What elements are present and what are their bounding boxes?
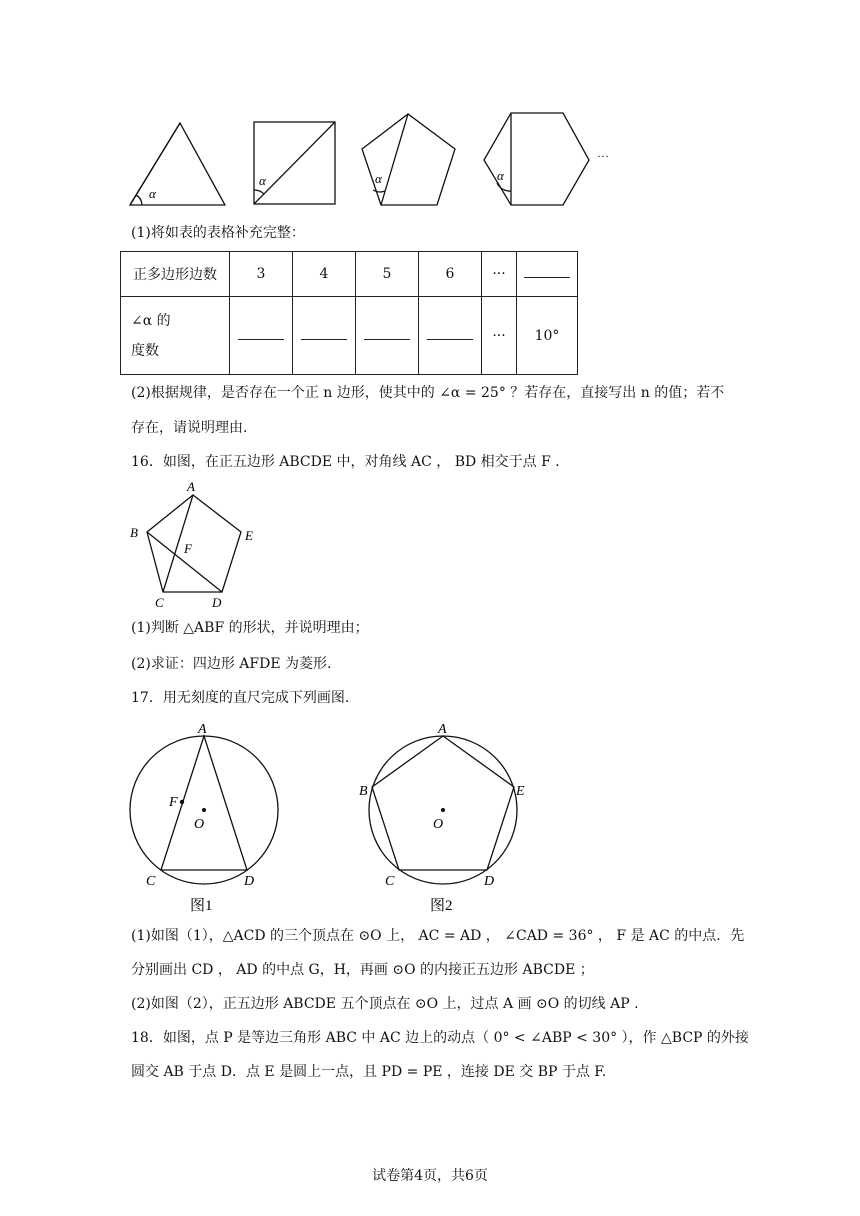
q15-part2-line1: (2)根据规律，是否存在一个正 n 边形，使其中的 ∠α = 25° ？若存在，直接写出 n 的值；若不 <box>131 385 725 401</box>
fig1-label-C: C <box>146 874 156 889</box>
alpha-label-pentagon: α <box>375 171 382 186</box>
table-angle-blank-6[interactable] <box>419 297 482 375</box>
label-F: F <box>184 541 192 556</box>
q17-part1-line2: 分别画出 CD ， AD 的中点 G，H，再画 ⊙O 的内接正五边形 ABCDE ； <box>131 962 594 978</box>
table-angle-ellipsis: ··· <box>482 297 517 375</box>
label-C: C <box>155 595 164 610</box>
table-sides-blank[interactable] <box>517 252 578 297</box>
fig1-label-O: O <box>194 817 205 832</box>
alpha-label-triangle: α <box>149 186 156 201</box>
fig1-label-D: D <box>244 874 255 889</box>
table-sides-ellipsis: ··· <box>482 252 517 297</box>
circle-figures <box>120 718 540 915</box>
label-A: A <box>187 479 195 494</box>
fig2-label-O: O <box>433 817 444 832</box>
label-D: D <box>212 595 222 610</box>
table-sides-6: 6 <box>419 252 482 297</box>
table-angle-blank-5[interactable] <box>356 297 419 375</box>
page-footer: 试卷第4页，共6页 <box>372 1168 488 1184</box>
regular-polygon-figures <box>120 105 640 215</box>
table-sides-4: 4 <box>293 252 356 297</box>
fig1-label-F: F <box>169 795 178 810</box>
table-angle-blank-3[interactable] <box>230 297 293 375</box>
q16-stem: 16．如图，在正五边形 ABCDE 中，对角线 AC ， BD 相交于点 F ． <box>131 454 570 470</box>
table-angle-blank-4[interactable] <box>293 297 356 375</box>
q17-part1-line1: (1)如图（1），△ACD 的三个顶点在 ⊙O 上， AC = AD ， ∠CAD = 36° ， F 是 AC 的中点．先 <box>131 928 745 944</box>
pentagon-abcde-figure <box>120 475 270 610</box>
table-header-angle-line2: 度数 <box>131 342 159 359</box>
fig2-label-D: D <box>484 874 495 889</box>
label-E: E <box>245 528 253 543</box>
fig2-label-B: B <box>359 784 368 799</box>
table-header-sides: 正多边形边数 <box>121 252 230 297</box>
alpha-label-hexagon: α <box>497 168 504 183</box>
label-B: B <box>130 525 138 540</box>
table-angle-10: 10° <box>517 297 578 375</box>
fig2-label-E: E <box>516 784 525 799</box>
q18-line2: 圆交 AB 于点 D．点 E 是圆上一点，且 PD = PE ，连接 DE 交 BP 于点 F. <box>131 1064 607 1080</box>
table-header-angle <box>121 297 230 375</box>
alpha-label-square: α <box>259 173 266 188</box>
q16-part1: (1)判断 △ABF 的形状，并说明理由； <box>131 620 369 636</box>
q18-line1: 18．如图，点 P 是等边三角形 ABC 中 AC 边上的动点（ 0° < ∠ABP < 30° ），作 △BCP 的外接 <box>131 1030 749 1046</box>
polygons-ellipsis: ··· <box>597 149 609 163</box>
q15-part1: (1)将如表的表格补充完整： <box>131 225 305 241</box>
fig1-caption: 图1 <box>190 898 213 914</box>
fig2-label-A: A <box>438 722 447 737</box>
q15-part2-line2: 存在，请说明理由. <box>131 420 248 436</box>
fig2-label-C: C <box>385 874 395 889</box>
q17-part2: (2)如图（2），正五边形 ABCDE 五个顶点在 ⊙O 上，过点 A 画 ⊙O 的切线 AP . <box>131 996 639 1012</box>
fig2-caption: 图2 <box>430 898 453 914</box>
table-sides-5: 5 <box>356 252 419 297</box>
table-header-angle-line1: ∠α 的 <box>131 312 171 329</box>
angle-table <box>120 251 578 375</box>
q17-stem: 17．用无刻度的直尺完成下列画图. <box>131 690 350 706</box>
fig1-label-A: A <box>198 722 207 737</box>
table-sides-3: 3 <box>230 252 293 297</box>
q16-part2: (2)求证：四边形 AFDE 为菱形. <box>131 656 332 672</box>
